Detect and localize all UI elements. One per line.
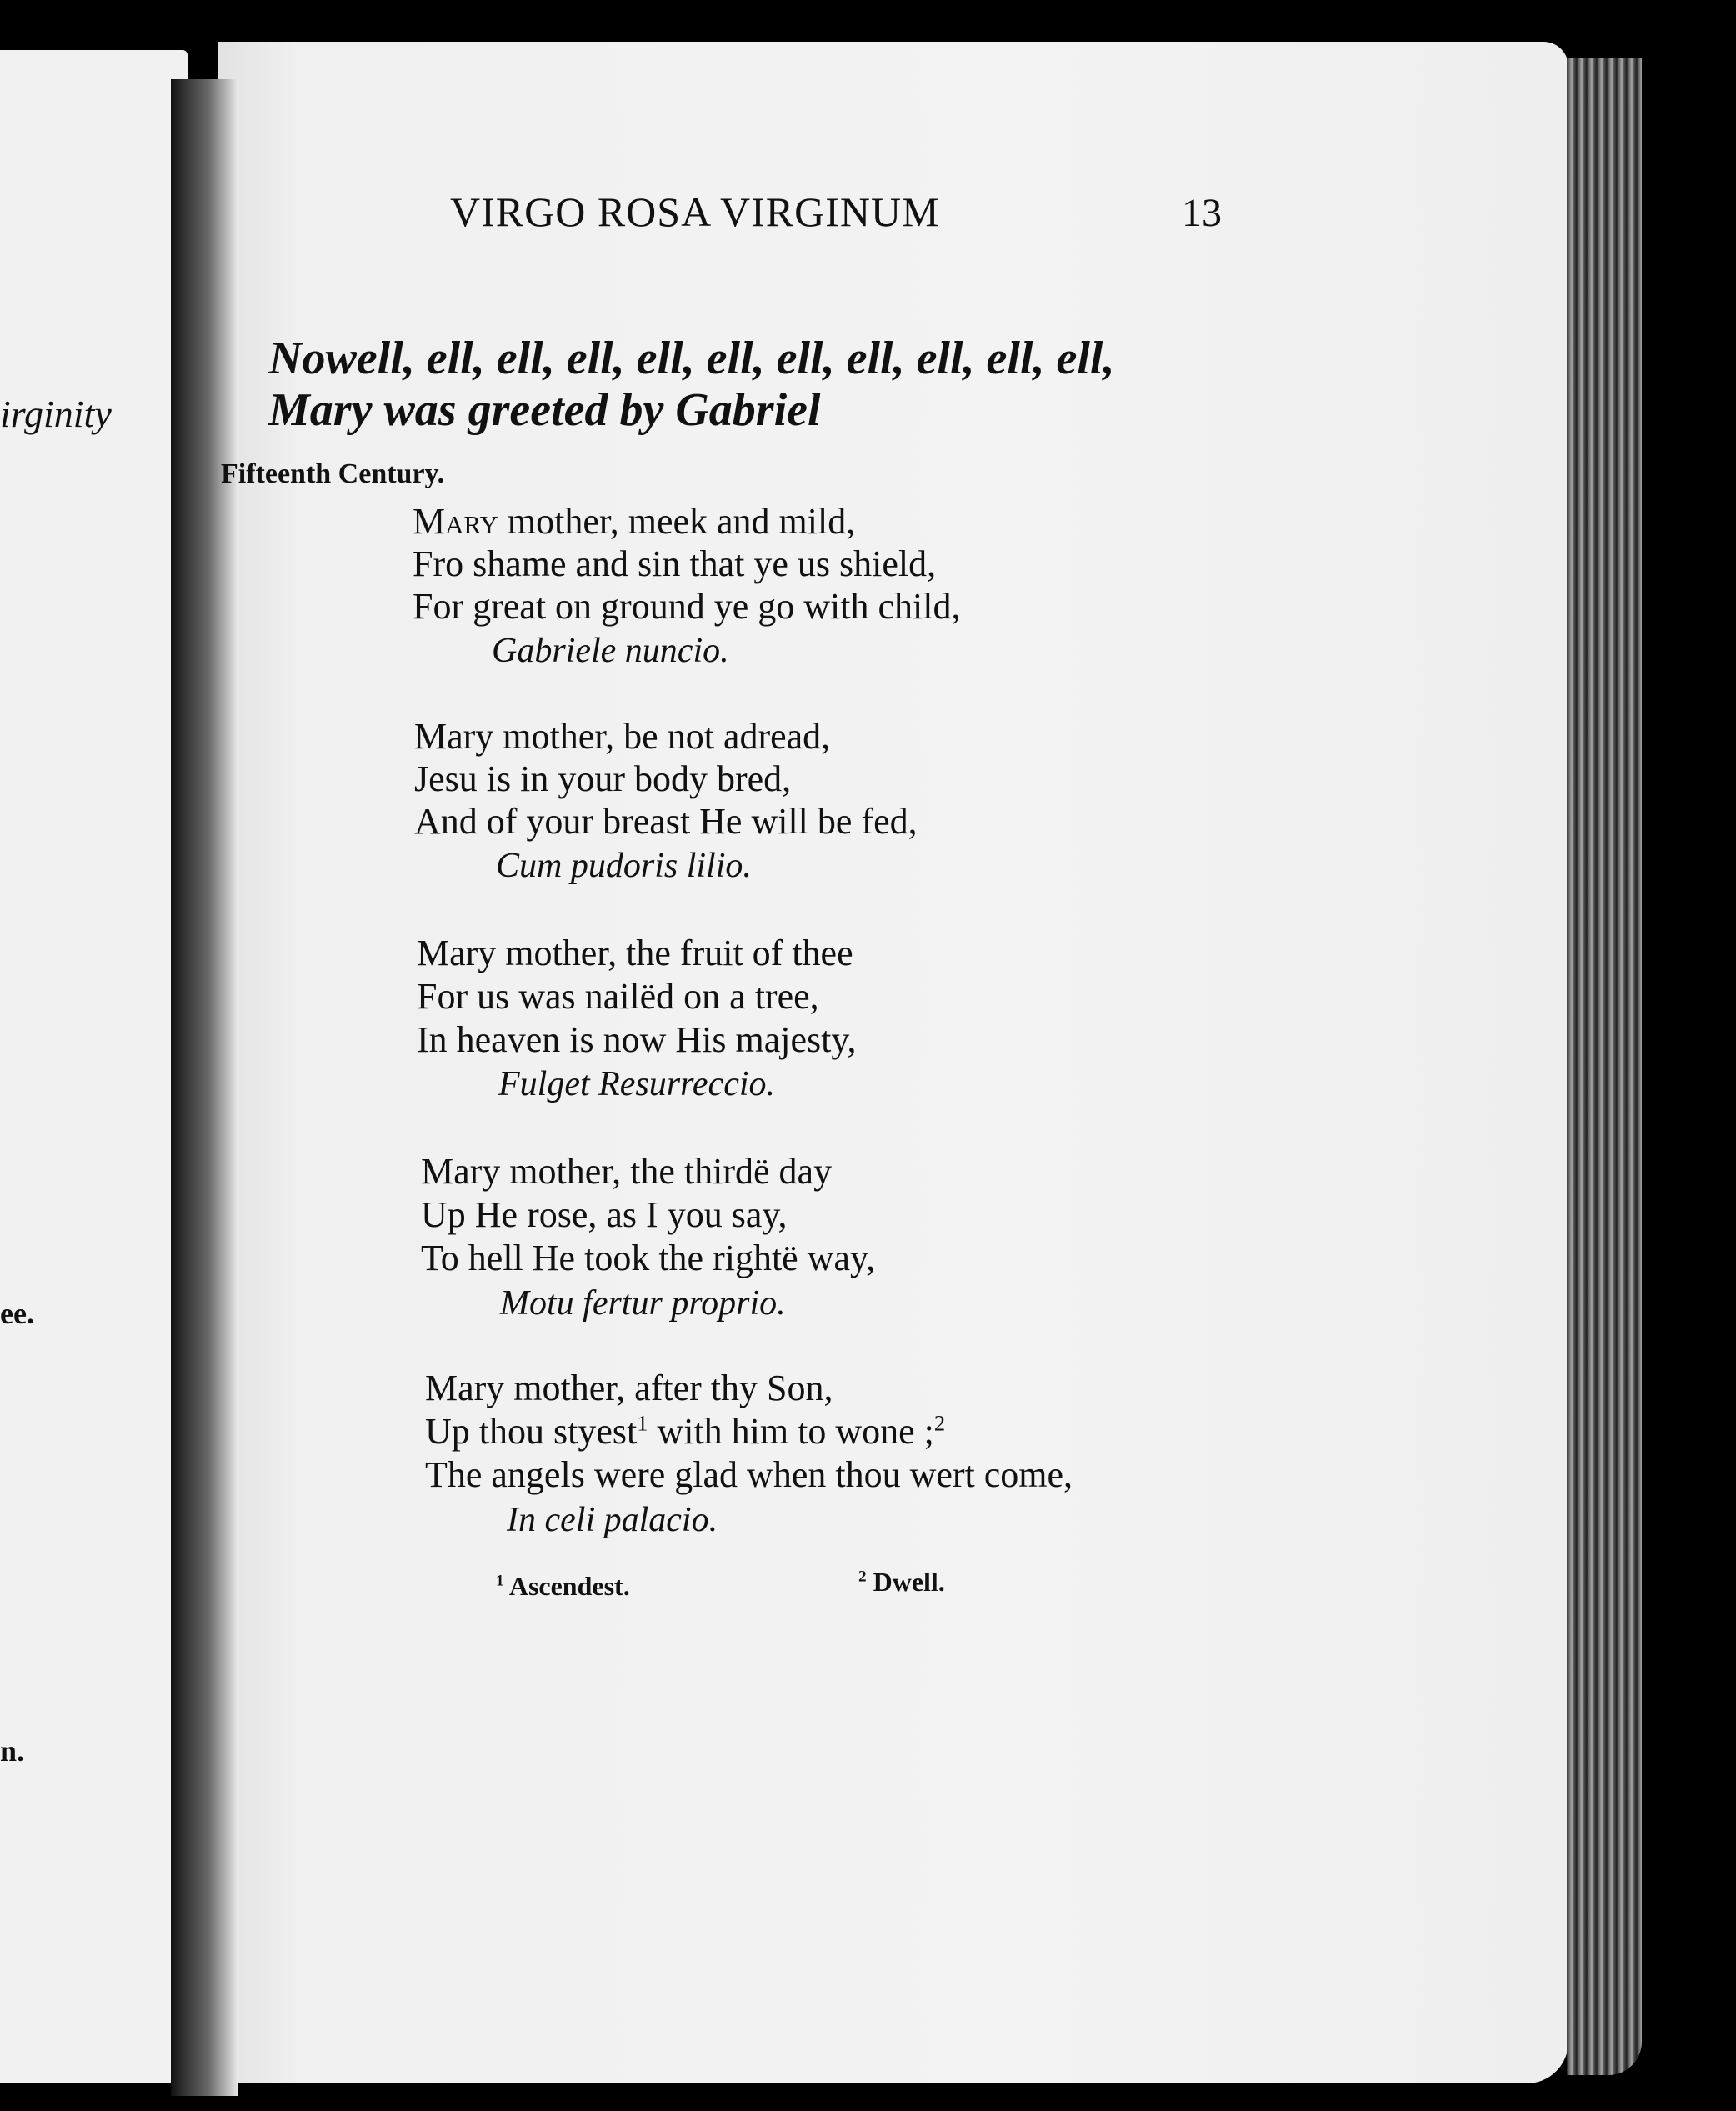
latin-refrain: Cum pudoris lilio. bbox=[496, 847, 752, 885]
verse-line: Mary mother, the fruit of thee bbox=[417, 933, 853, 973]
book-gutter bbox=[171, 79, 238, 2096]
latin-refrain: Gabriele nuncio. bbox=[492, 632, 729, 670]
verse-line: To hell He took the rightë way, bbox=[421, 1238, 876, 1278]
verse-line: The angels were glad when thou wert come, bbox=[425, 1454, 1073, 1495]
attribution: Fifteenth Century. bbox=[221, 458, 445, 489]
verse-line: And of your breast He will be fed, bbox=[414, 801, 918, 842]
verse-line: Mary mother, be not adread, bbox=[414, 716, 831, 757]
verse-line: For great on ground ye go with child, bbox=[413, 586, 961, 627]
verse-line: Up thou styest$^1$ with him to wone ;$^2$ bbox=[425, 1410, 946, 1452]
footnote-number: 2 bbox=[858, 1568, 867, 1586]
poem-title-line: Nowell, ell, ell, ell, ell, ell, ell, ell, ell, ell, ell, bbox=[268, 333, 1115, 384]
verse-line: For us was nailëd on a tree, bbox=[417, 976, 819, 1017]
latin-refrain: Motu fertur proprio. bbox=[500, 1284, 786, 1323]
footnote-number: 1 bbox=[496, 1572, 504, 1590]
running-head: VIRGO ROSA VIRGINUM bbox=[450, 188, 940, 235]
verse-line: Jesu is in your body bred, bbox=[414, 758, 792, 799]
facing-page-text-fragment: irginity bbox=[0, 393, 112, 435]
verse-line: Up He rose, as I you say, bbox=[421, 1194, 788, 1235]
poem-title-line: Mary was greeted by Gabriel bbox=[268, 384, 821, 436]
page-number: 13 bbox=[1182, 191, 1222, 235]
footnote-marker: 2 bbox=[933, 1410, 946, 1436]
facing-page-text-fragment: n. bbox=[0, 1734, 25, 1768]
verse-line: Fro shame and sin that ye us shield, bbox=[413, 543, 937, 584]
latin-refrain: In celi palacio. bbox=[507, 1501, 718, 1539]
facing-page-text-fragment: ee. bbox=[0, 1297, 34, 1330]
verse-line: In heaven is now His majesty, bbox=[417, 1019, 857, 1060]
latin-refrain: Fulget Resurreccio. bbox=[498, 1065, 776, 1103]
verse-line: Mary mother, meek and mild, bbox=[413, 501, 856, 542]
verse-line: Mary mother, after thy Son, bbox=[425, 1368, 833, 1408]
initial-word: Mary bbox=[413, 501, 498, 542]
footnote: $^1$ Ascendest. bbox=[496, 1571, 630, 1601]
verse-line: Mary mother, the thirdë day bbox=[421, 1151, 833, 1192]
page-edge bbox=[1567, 58, 1642, 2075]
footnote: $^2$ Dwell. bbox=[858, 1567, 945, 1597]
facing-page-left bbox=[0, 50, 188, 2083]
footnote-marker: 1 bbox=[637, 1410, 648, 1436]
